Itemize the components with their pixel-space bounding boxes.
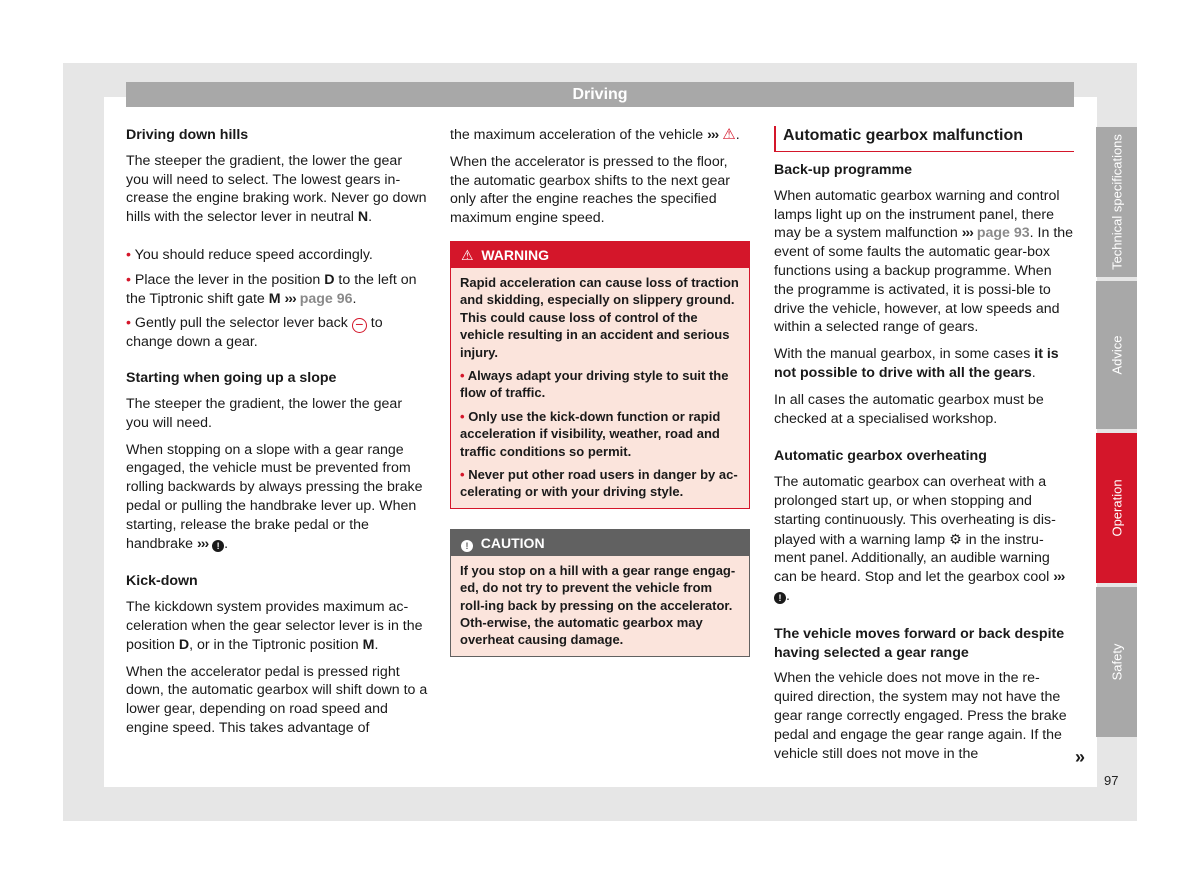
warning-intro: Rapid acceleration can cause loss of traction and skidding, especially on slippery ground. This could cause loss of control of the vehicle resulting in an accident and serious injury. bbox=[460, 274, 739, 360]
caution-icon: ! bbox=[461, 540, 473, 552]
warning-box-header: ⚠ WARNING bbox=[451, 242, 749, 268]
paragraph-workshop: In all cases the automatic gearbox must be checked at a specialised workshop. bbox=[774, 391, 1044, 427]
tab-operation[interactable]: Operation bbox=[1096, 433, 1137, 583]
warning-item: • Only use the kick-down function or rapid acceleration if visibility, weather, road and traffic conditions so permit. bbox=[460, 408, 721, 459]
paragraph-floor: When the accelerator is pressed to the floor, the automatic gearbox shifts to the next gear only after the engine reaches the specified maximum engine speed. bbox=[450, 153, 730, 227]
paragraph-continued: the maximum acceleration of the vehicle ››› ⚠. bbox=[450, 126, 740, 143]
bullet-icon: • bbox=[126, 271, 131, 288]
reference-arrow-icon: ››› bbox=[961, 225, 973, 242]
tab-advice[interactable]: Advice bbox=[1096, 281, 1137, 429]
paragraph-manual-gearbox: With the manual gearbox, in some cases it is not possible to drive with all the gears. bbox=[774, 346, 1059, 381]
page-reference-link[interactable]: page 93 bbox=[976, 225, 1030, 242]
caution-box-body bbox=[451, 556, 749, 656]
warning-icon: ⚠ bbox=[461, 246, 474, 263]
heading-backup-programme: Back-up programme bbox=[774, 162, 912, 178]
bullet-icon: • bbox=[126, 246, 131, 263]
paragraph-kickdown-2: When the accelerator pedal is pressed right down, the automatic gearbox will shift down to a lower gear, depending on road speed and engine speed. This takes advantage of bbox=[126, 663, 428, 736]
heading-kickdown: Kick-down bbox=[126, 573, 198, 590]
list-item: • Place the lever in the position D to the left on the Tiptronic shift gate M ››› page 96. bbox=[126, 271, 417, 307]
warning-box bbox=[450, 241, 750, 509]
column-1 bbox=[126, 126, 428, 746]
warning-box-body bbox=[451, 268, 749, 508]
reference-arrow-icon: ››› bbox=[197, 535, 209, 552]
caution-box bbox=[450, 529, 750, 657]
reference-arrow-icon: ››› bbox=[284, 290, 296, 307]
page-number: 97 bbox=[1104, 773, 1119, 788]
section-title: Automatic gearbox malfunction bbox=[774, 126, 1074, 152]
heading-vehicle-moves: The vehicle moves forward or back despite having selected a gear range bbox=[774, 625, 1065, 661]
bullet-icon: • bbox=[460, 408, 465, 424]
reference-arrow-icon: ››› bbox=[1053, 569, 1065, 586]
caution-box-header: ! CAUTION bbox=[451, 530, 749, 556]
gear-warning-lamp-icon: ⚙ bbox=[949, 530, 962, 547]
bullet-icon: • bbox=[460, 467, 465, 483]
caution-note-icon: ! bbox=[212, 540, 224, 552]
paragraph-upslope-1: The steeper the gradient, the lower the gear you will need. bbox=[126, 395, 403, 431]
column-3 bbox=[774, 126, 1074, 771]
tab-technical-specifications[interactable]: Technical specifications bbox=[1096, 127, 1137, 277]
list-item: • You should reduce speed accordingly. bbox=[126, 246, 373, 263]
caution-note-icon: ! bbox=[774, 592, 786, 604]
heading-overheating: Automatic gearbox overheating bbox=[774, 448, 987, 465]
page-reference-link[interactable]: page 96 bbox=[299, 290, 353, 307]
page-header: Driving bbox=[126, 82, 1074, 107]
bullet-icon: • bbox=[126, 315, 131, 332]
column-2 bbox=[450, 126, 750, 657]
list-item: • Gently pull the selector lever back − to change down a gear. bbox=[126, 315, 383, 351]
warning-triangle-icon: ⚠ bbox=[722, 126, 736, 143]
reference-arrow-icon: ››› bbox=[707, 127, 719, 143]
tab-safety[interactable]: Safety bbox=[1096, 587, 1137, 737]
heading-driving-downhill: Driving down hills bbox=[126, 127, 249, 143]
paragraph-downhill: The steeper the gradient, the lower the gear you will need to select. The lowest gears in-crease the engine braking work. Never go down hills with the selector lever in neutral N. bbox=[126, 152, 427, 226]
bullet-icon: • bbox=[460, 368, 465, 384]
paragraph-backup: When automatic gearbox warning and control lamps light up on the instrument panel, there may be a system malfunction ››› page 93. In the event of some faults the automatic gear-box functions using a backup programme. When the programme is activated, it is possi-ble to drive the vehicle, however, at low speeds and within a selected range of gears. bbox=[774, 187, 1074, 336]
continue-arrow-icon: » bbox=[1075, 747, 1086, 767]
warning-item: • Never put other road users in danger by ac-celerating or with your driving style. bbox=[460, 467, 738, 500]
minus-circle-icon: − bbox=[352, 318, 367, 333]
heading-starting-uphill: Starting when going up a slope bbox=[126, 370, 337, 387]
paragraph-upslope-2: When stopping on a slope with a gear range engaged, the vehicle must be prevented from rolling backwards by always pressing the brake pedal or pulling the handbrake lever up. When starting, release the brake pedal or the handbrake ››› ! . bbox=[126, 441, 423, 552]
paragraph-overheating: The automatic gearbox can overheat with a prolonged start up, or when stopping and starting continuously. This overheating is dis-played with a warning lamp ⚙ in the instru-ment panel. Additionally, an audible warning can be heard. Stop and let the gearbox cool ››› ! . bbox=[774, 474, 1065, 604]
caution-text: If you stop on a hill with a gear range engag-ed, do not try to prevent the vehicle from roll-ing back by pressing on the accelerator. Oth-erwise, the automatic gearbox may overheat causing damage. bbox=[460, 562, 736, 648]
paragraph-kickdown-1: The kickdown system provides maximum ac-celeration when the gear selector lever is in the position D, or in the Tiptronic position M. bbox=[126, 599, 423, 653]
paragraph-vehicle-moves: When the vehicle does not move in the re-quired direction, the system may not have the gear range correctly engaged. Press the brake pedal and engage the gear range again. If the vehicle still does not move in the bbox=[774, 670, 1067, 762]
warning-item: • Always adapt your driving style to suit the flow of traffic. bbox=[460, 368, 729, 401]
